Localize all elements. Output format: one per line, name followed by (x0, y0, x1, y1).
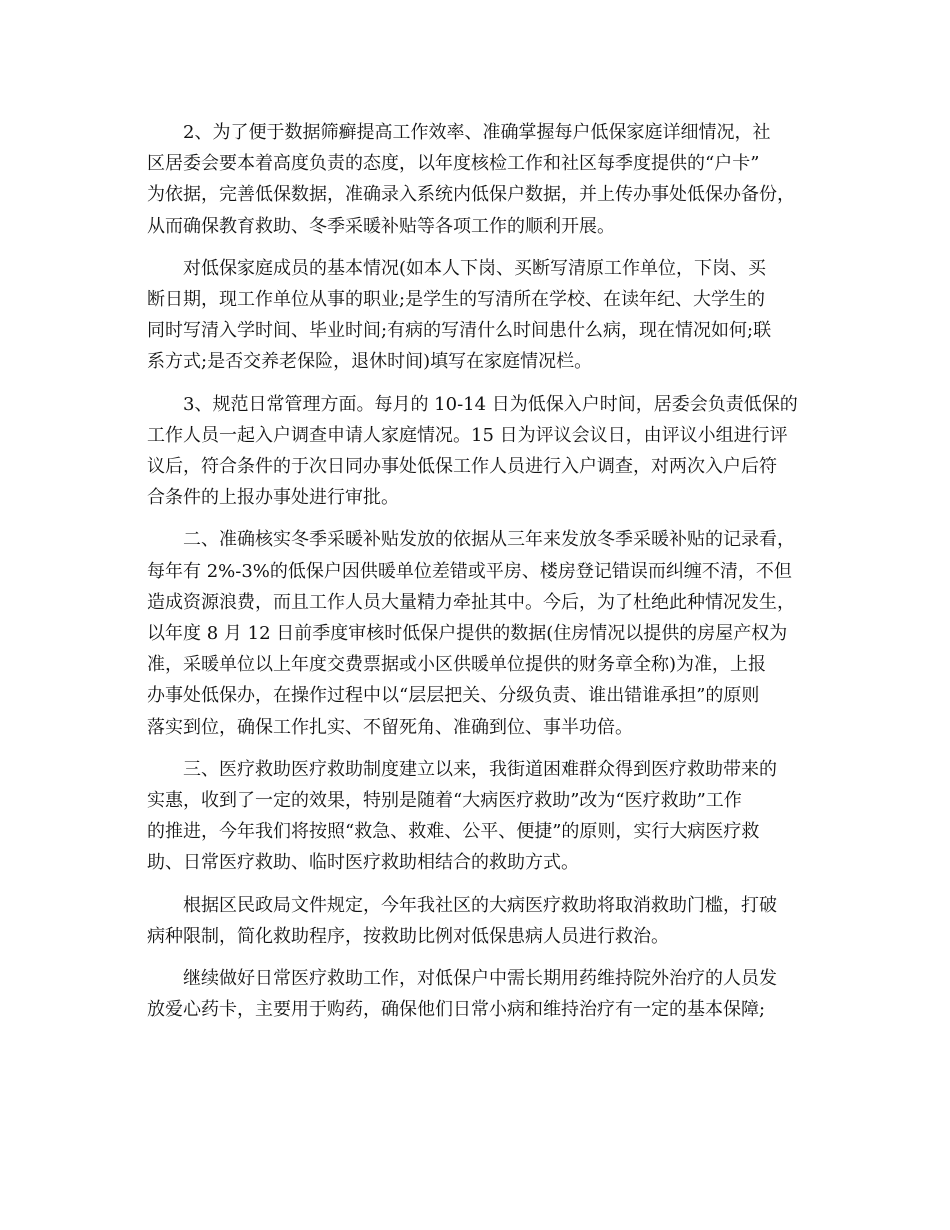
paragraph (147, 754, 819, 879)
text-line: 议后，符合条件的于次日同办事处低保工作人员进行入户调查，对两次入户后符 (147, 456, 777, 478)
text-line: 办事处低保办，在操作过程中以“层层把关、分级负责、谁出错谁承担”的原则 (147, 685, 760, 707)
text-line: 二、准确核实冬季采暖补贴发放的依据从三年来发放冬季采暖补贴的记录看， (183, 529, 795, 551)
text-line: 三、医疗救助医疗救助制度建立以来，我街道困难群众得到医疗救助带来的 (183, 758, 777, 780)
text-line: 落实到位，确保工作扎实、不留死角、准确到位、事半功倍。 (147, 716, 633, 738)
text-line: 对低保家庭成员的基本情况(如本人下岗、买断写清原工作单位，下岗、买 (183, 257, 767, 279)
paragraph (147, 253, 819, 378)
text-line: 每年有 2%-3%的低保户因供暖单位差错或平房、楼房登记错误而纠缠不清，不但 (147, 560, 792, 582)
text-line: 系方式;是否交养老保险，退休时间)填写在家庭情况栏。 (147, 351, 593, 373)
text-line: 造成资源浪费，而且工作人员大量精力牵扯其中。今后，为了杜绝此种情况发生， (147, 591, 795, 613)
text-line: 断日期，现工作单位从事的职业;是学生的写清所在学校、在读年纪、大学生的 (147, 289, 766, 311)
text-line: 工作人员一起入户调查申请人家庭情况。15 日为评议会议日，由评议小组进行评 (147, 424, 788, 446)
text-line: 以年度 8 月 12 日前季度审核时低保户提供的数据(住房情况以提供的房屋产权为 (147, 623, 788, 645)
text-line: 为依据，完善低保数据，准确录入系统内低保户数据，并上传办事处低保办备份， (147, 184, 795, 206)
text-line: 的推进，今年我们将按照“救急、救难、公平、便捷”的原则，实行大病医疗救 (147, 821, 760, 843)
text-line: 合条件的上报办事处进行审批。 (147, 487, 399, 509)
paragraph (147, 117, 819, 242)
text-line: 从而确保教育救助、冬季采暖补贴等各项工作的顺利开展。 (147, 215, 615, 237)
text-line: 放爱心药卡，主要用于购药，确保他们日常小病和维持治疗有一定的基本保障; (147, 999, 766, 1021)
text-line: 根据区民政局文件规定，今年我社区的大病医疗救助将取消救助门槛，打破 (183, 894, 777, 916)
text-line: 准，采暖单位以上年度交费票据或小区供暖单位提供的财务章全称)为准，上报 (147, 654, 767, 676)
document-body (147, 117, 819, 1036)
text-line: 区居委会要本着高度负责的态度，以年度核检工作和社区每季度提供的“户卡” (147, 153, 760, 175)
text-line: 助、日常医疗救助、临时医疗救助相结合的救助方式。 (147, 852, 579, 874)
paragraph (147, 524, 819, 742)
text-line: 实惠，收到了一定的效果，特别是随着“大病医疗救助”改为“医疗救助”工作 (147, 790, 742, 812)
paragraph (147, 389, 819, 514)
text-line: 3、规范日常管理方面。每月的 10-14 日为低保入户时间，居委会负责低保的 (183, 393, 798, 415)
paragraph (147, 963, 819, 1025)
text-line: 2、为了便于数据筛癣提高工作效率、准确掌握每户低保家庭详细情况，社 (183, 122, 771, 143)
text-line: 继续做好日常医疗救助工作，对低保户中需长期用药维持院外治疗的人员发 (183, 968, 777, 990)
text-line: 同时写清入学时间、毕业时间;有病的写清什么时间患什么病，现在情况如何;联 (147, 320, 772, 342)
text-line: 病种限制，简化救助程序，按救助比例对低保患病人员进行救治。 (147, 925, 669, 947)
paragraph (147, 890, 819, 952)
